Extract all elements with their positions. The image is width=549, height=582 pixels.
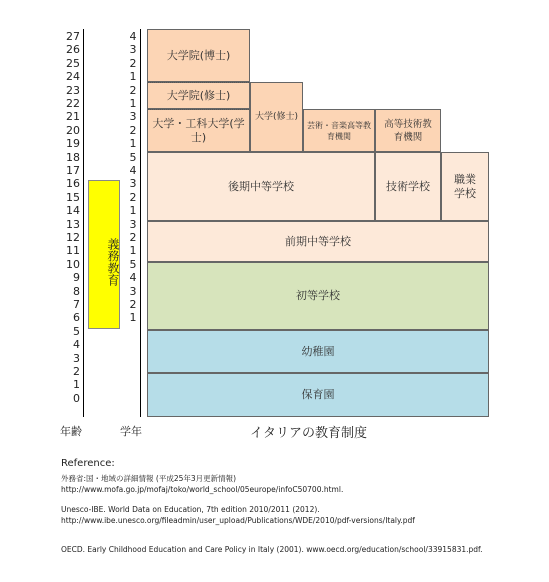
grade-value: 3 bbox=[129, 43, 137, 57]
grade-value: 1 bbox=[129, 244, 137, 258]
block-graduate-doctor bbox=[147, 29, 250, 82]
block-nursery bbox=[147, 373, 489, 417]
grade-value: 1 bbox=[129, 137, 137, 151]
block-nursery-label: 保育園 bbox=[301, 388, 335, 401]
block-arts-music-label: 芸術・音楽高等教育機関 bbox=[307, 120, 371, 141]
block-upper-secondary bbox=[147, 152, 375, 221]
grade-value: 1 bbox=[129, 97, 137, 110]
grade-value: 3 bbox=[129, 110, 137, 124]
grade-value: 1 bbox=[129, 70, 137, 84]
grade-value: 3 bbox=[129, 217, 137, 231]
block-primary bbox=[147, 262, 489, 330]
grade-axis-label: 学年 bbox=[120, 425, 142, 438]
reference-line: http://www.mofa.go.jp/mofaj/toko/world_school/05europe/infoC50700.html. bbox=[61, 485, 344, 494]
age-value: 9 bbox=[73, 271, 80, 285]
age-value: 16 bbox=[66, 177, 80, 191]
age-value: 13 bbox=[66, 217, 80, 231]
age-value: 6 bbox=[73, 311, 80, 325]
age-value: 26 bbox=[66, 43, 80, 57]
reference-heading: Reference: bbox=[61, 458, 115, 469]
age-value: 19 bbox=[66, 137, 80, 151]
grade-value: 2 bbox=[129, 123, 137, 137]
block-arts-music bbox=[303, 109, 375, 152]
age-value: 10 bbox=[66, 257, 80, 271]
age-value: 8 bbox=[73, 284, 80, 298]
age-value: 7 bbox=[73, 298, 80, 311]
block-lower-secondary bbox=[147, 221, 489, 262]
grade-value: 2 bbox=[129, 83, 137, 97]
grade-value: 3 bbox=[129, 284, 137, 298]
grade-value: 1 bbox=[129, 204, 137, 218]
grade-value: 2 bbox=[129, 231, 137, 244]
block-upper-secondary-label: 後期中等学校 bbox=[228, 179, 294, 193]
age-value: 12 bbox=[66, 231, 80, 244]
block-kindergarten bbox=[147, 330, 489, 373]
age-value: 11 bbox=[66, 244, 80, 258]
grade-value: 5 bbox=[129, 150, 137, 164]
grade-value: 5 bbox=[129, 257, 137, 271]
grade-value: 4 bbox=[129, 164, 137, 177]
grade-value: 2 bbox=[129, 298, 137, 311]
block-university-master bbox=[250, 82, 303, 152]
age-value: 1 bbox=[73, 378, 80, 392]
block-vocational-school bbox=[441, 152, 489, 221]
age-value: 5 bbox=[73, 324, 80, 338]
age-value: 23 bbox=[66, 83, 80, 97]
block-technical-school bbox=[375, 152, 441, 221]
grade-value: 4 bbox=[129, 271, 137, 285]
age-value: 0 bbox=[73, 391, 80, 405]
age-value: 17 bbox=[66, 164, 80, 177]
diagram-title: イタリアの教育制度 bbox=[250, 426, 368, 441]
block-tech-higher bbox=[375, 109, 441, 152]
age-value: 25 bbox=[66, 56, 80, 70]
age-value: 18 bbox=[66, 150, 80, 164]
reference-line: OECD. Early Childhood Education and Care Policy in Italy (2001). www.oecd.org/education/school/33915831.pdf. bbox=[61, 545, 483, 554]
block-university bbox=[147, 109, 250, 152]
block-kindergarten-label: 幼稚園 bbox=[301, 344, 335, 358]
age-divider bbox=[83, 29, 84, 417]
block-lower-secondary-label: 前期中等学校 bbox=[285, 234, 351, 248]
compulsory-education-label: 義務教育 bbox=[106, 238, 120, 286]
age-value: 2 bbox=[73, 365, 80, 378]
age-value: 24 bbox=[66, 70, 80, 84]
age-value: 27 bbox=[66, 30, 80, 43]
age-value: 22 bbox=[66, 97, 80, 110]
grade-value: 4 bbox=[129, 30, 137, 43]
grade-value: 2 bbox=[129, 56, 137, 70]
age-value: 15 bbox=[66, 190, 80, 204]
age-value: 20 bbox=[66, 123, 80, 137]
grade-value: 1 bbox=[129, 311, 137, 325]
grade-value: 3 bbox=[129, 177, 137, 191]
reference-line: Unesco-IBE. World Data on Education, 7th edition 2010/2011 (2012). bbox=[61, 505, 320, 514]
block-vocational-school-label: 職業学校 bbox=[454, 172, 476, 200]
block-university-master-label: 大学(修士) bbox=[254, 111, 299, 122]
block-tech-higher-label: 高等技術教育機関 bbox=[384, 118, 432, 143]
age-value: 3 bbox=[73, 351, 80, 365]
block-university-label: 大学・工科大学(学士) bbox=[152, 116, 245, 144]
block-graduate-doctor-label: 大学院(博士) bbox=[166, 48, 231, 62]
separator-doctor-master bbox=[148, 82, 249, 83]
block-graduate-master bbox=[147, 82, 250, 109]
grade-divider bbox=[140, 29, 141, 417]
age-value: 4 bbox=[73, 338, 80, 352]
age-value: 21 bbox=[66, 110, 80, 124]
reference-line: http://www.ibe.unesco.org/fileadmin/user_upload/Publications/WDE/2010/pdf-versions/Italy.pdf bbox=[61, 516, 415, 525]
block-technical-school-label: 技術学校 bbox=[386, 179, 430, 193]
separator-master-university bbox=[148, 109, 249, 110]
reference-line: 外務省:国・地域の詳細情報 (平成25年3月更新情報) bbox=[61, 474, 237, 483]
age-axis-label: 年齢 bbox=[60, 425, 82, 438]
age-value: 14 bbox=[66, 204, 80, 218]
block-graduate-master-label: 大学院(修士) bbox=[166, 88, 231, 102]
grade-value: 2 bbox=[129, 190, 137, 204]
block-primary-label: 初等学校 bbox=[296, 289, 340, 302]
